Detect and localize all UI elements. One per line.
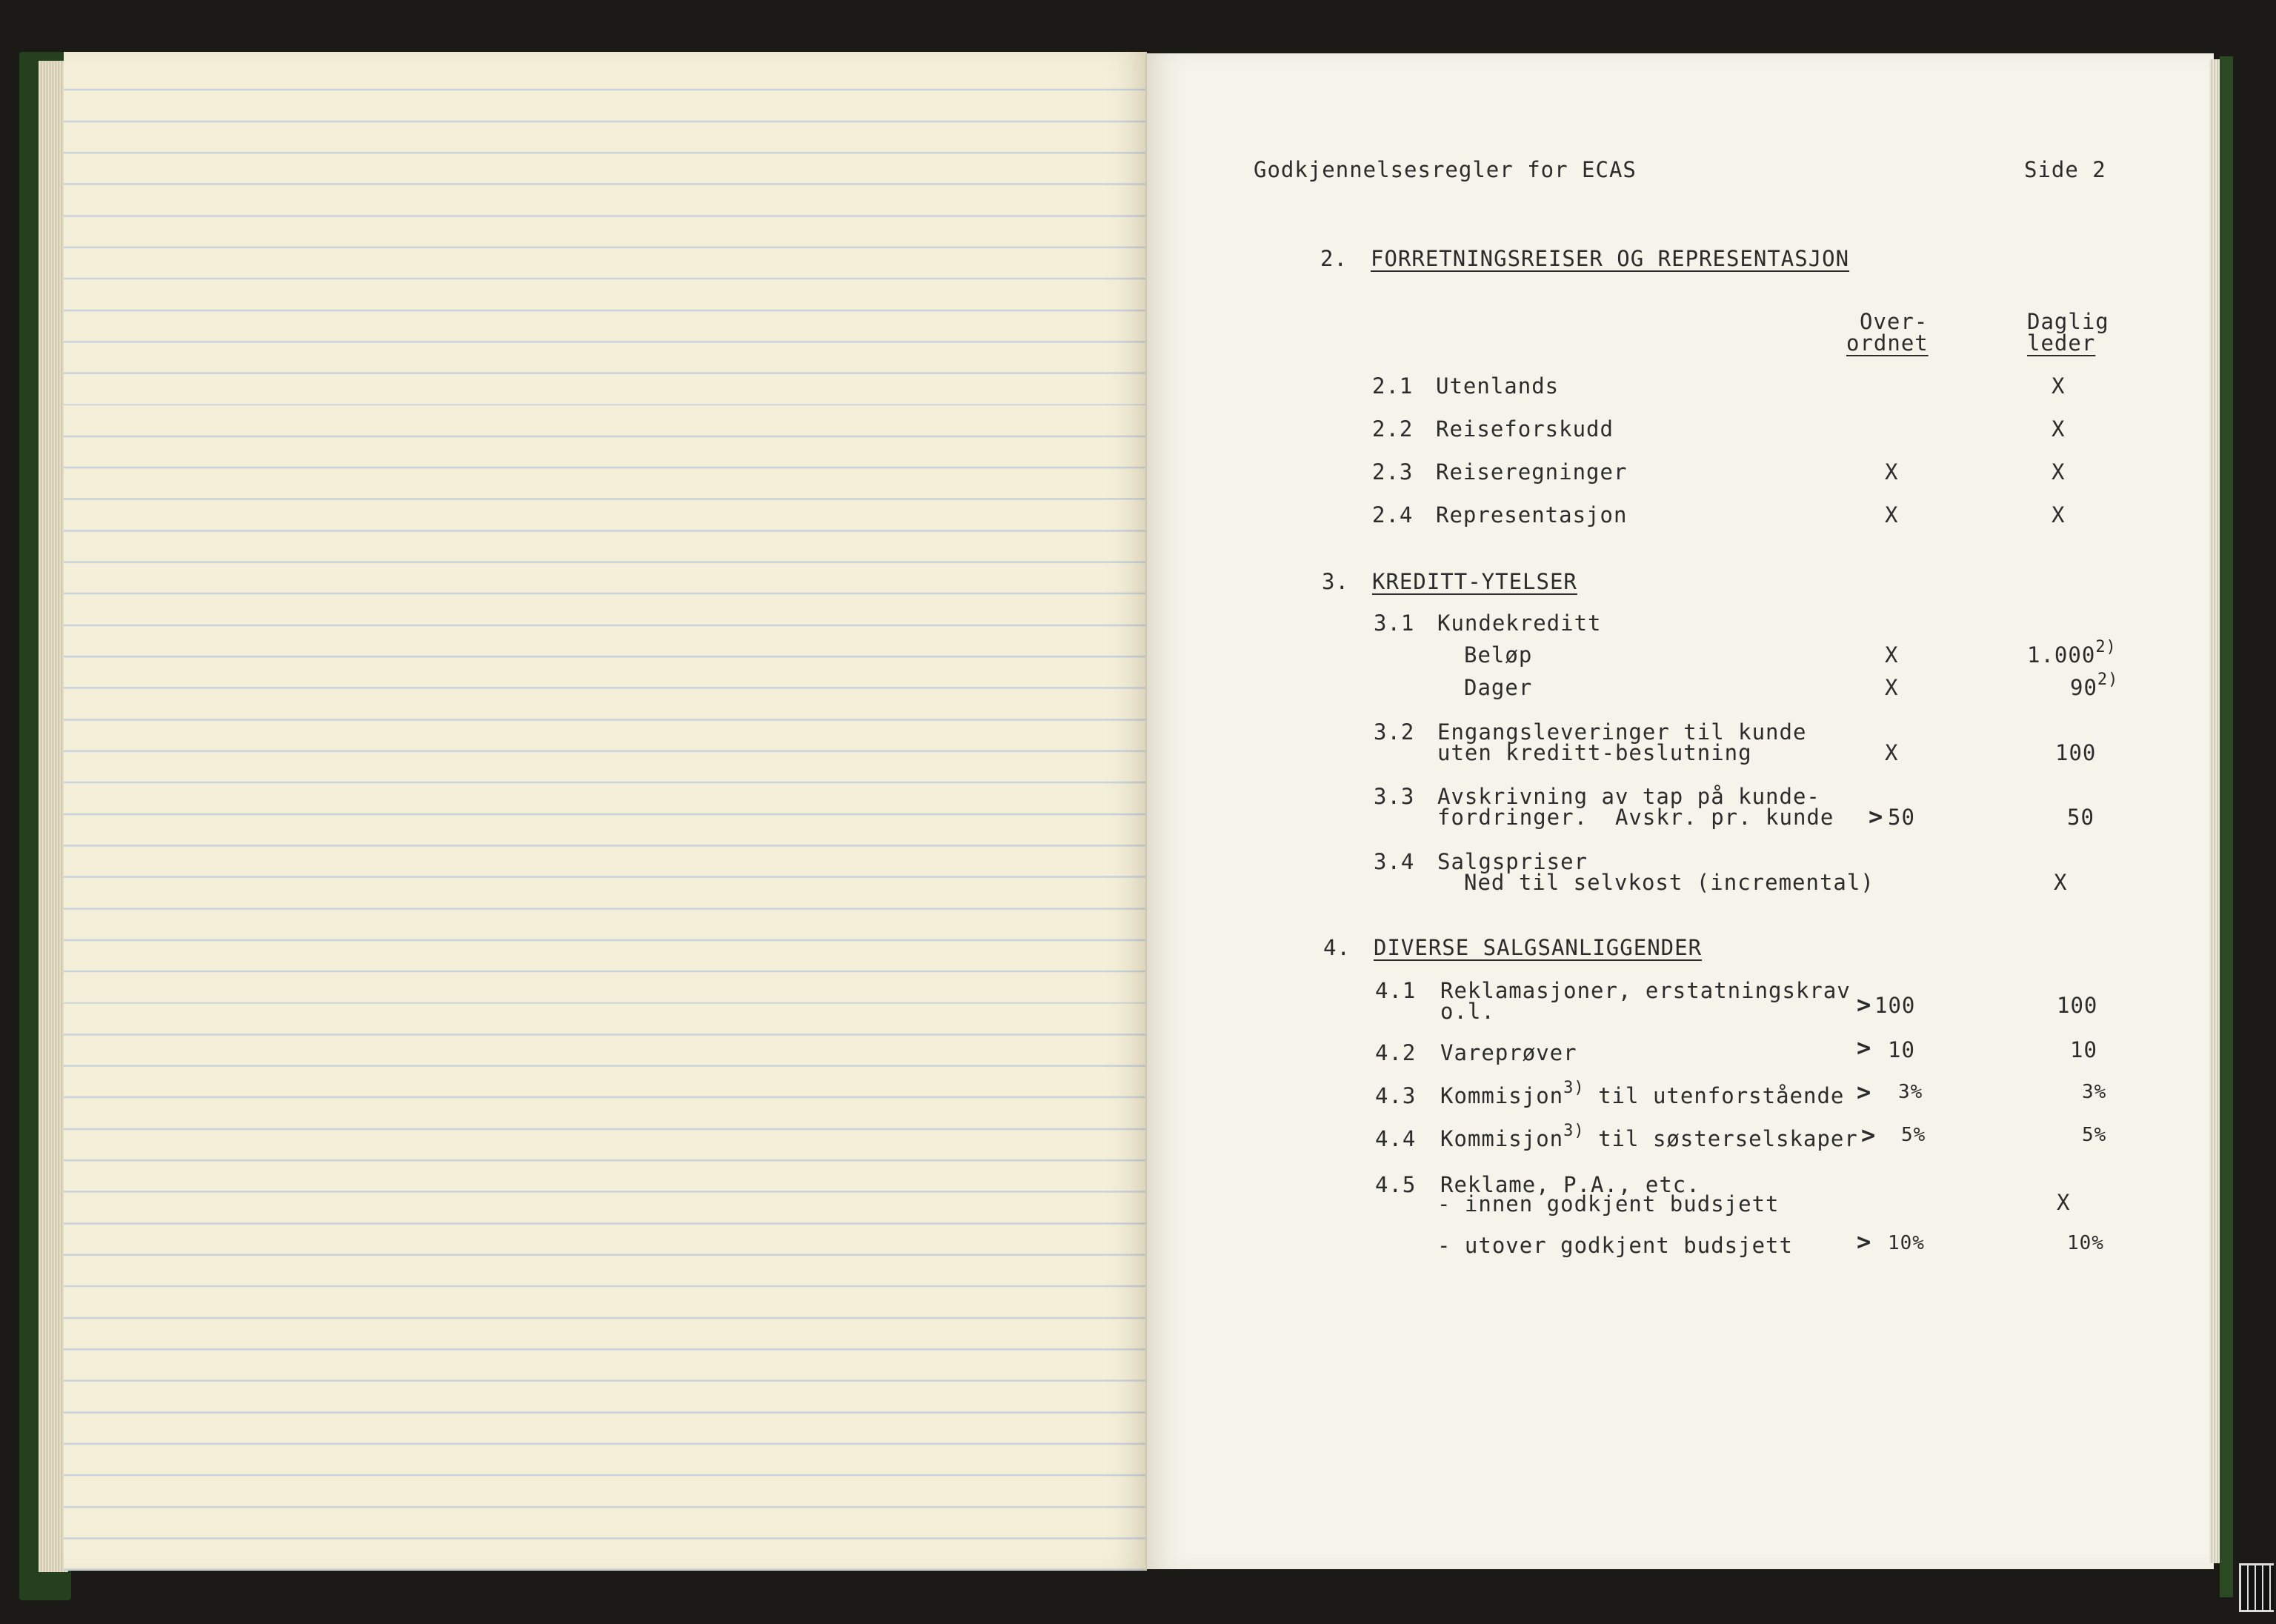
section-number: 2. xyxy=(1320,246,1348,271)
item-label-line1: Salgspriser xyxy=(1437,849,1588,874)
footnote-mark: 2) xyxy=(2095,638,2117,656)
greater-than-mark: > xyxy=(1869,802,1884,831)
footnote-mark: 3) xyxy=(1563,1079,1585,1097)
item-number: 4.2 xyxy=(1375,1040,1417,1065)
greater-than-mark: > xyxy=(1861,1121,1877,1149)
item-value-overordnet: 100 xyxy=(1874,993,1916,1018)
item-value-leder: 10 xyxy=(2070,1037,2097,1062)
item-value-overordnet: X xyxy=(1885,675,1899,700)
item-label-line2: fordringer. Avskr. pr. kunde xyxy=(1437,805,1834,830)
scan-scale-bar xyxy=(2239,1563,2274,1612)
item-label: Reiseregninger xyxy=(1436,459,1628,485)
item-label-line1: Reklamasjoner, erstatningskrav xyxy=(1440,978,1851,1003)
item-value-leder: 5% xyxy=(2082,1124,2107,1146)
item-number: 4.1 xyxy=(1375,978,1417,1003)
item-number: 3.1 xyxy=(1374,610,1415,636)
item-number: 3.4 xyxy=(1374,849,1415,874)
item-value-leder: 100 xyxy=(2055,740,2097,765)
item-value-leder: X xyxy=(2052,416,2066,442)
column-header-overordnet-line2: ordnet xyxy=(1846,330,1929,356)
item-number: 2.2 xyxy=(1372,416,1414,442)
item-label: Kommisjon$^{3)}$ til søsterselskaper xyxy=(1440,1122,1858,1151)
item-value-leder: 3% xyxy=(2082,1081,2107,1103)
item-label: Representasjon xyxy=(1436,502,1628,528)
item-value-overordnet: 10 xyxy=(1888,1037,1915,1062)
item-number: 2.4 xyxy=(1372,502,1414,528)
column-header-overordnet-line1: Over- xyxy=(1860,309,1929,334)
item-label-line2: - innen godkjent budsjett xyxy=(1437,1191,1780,1217)
section-title: FORRETNINGSREISER OG REPRESENTASJON xyxy=(1371,246,1850,271)
section-title: DIVERSE SALGSANLIGGENDER xyxy=(1374,935,1703,960)
item-label-line1: Engangsleveringer til kunde xyxy=(1437,719,1807,745)
greater-than-mark: > xyxy=(1857,991,1872,1019)
item-label-line2: Ned til selvkost (incremental) xyxy=(1464,870,1874,895)
page-number: Side 2 xyxy=(2024,157,2106,182)
item-value-overordnet: 3% xyxy=(1898,1081,1923,1103)
item-number: 2.3 xyxy=(1372,459,1414,485)
item-value-overordnet: 50 xyxy=(1888,805,1915,830)
item-value-leder: 10% xyxy=(2067,1232,2104,1254)
item-label-line2: uten kreditt-beslutning xyxy=(1437,740,1752,765)
footnote-mark: 2) xyxy=(2097,670,2119,689)
item-number: 4.5 xyxy=(1375,1172,1417,1197)
section-number: 3. xyxy=(1322,569,1349,594)
item-value-leder: 100 xyxy=(2057,993,2098,1018)
item-value-leder: X xyxy=(2057,1190,2071,1215)
item-number: 2.1 xyxy=(1372,373,1414,399)
item-label: Vareprøver xyxy=(1440,1040,1577,1065)
item-label-line1: Reklame, P.A., etc. xyxy=(1440,1172,1700,1197)
sub-item-label: Dager xyxy=(1464,675,1533,700)
sub-item-label: Beløp xyxy=(1464,642,1533,668)
item-number: 4.4 xyxy=(1375,1126,1417,1151)
item-label: Reiseforskudd xyxy=(1436,416,1614,442)
item-label: Utenlands xyxy=(1436,373,1560,399)
item-value-overordnet: 10% xyxy=(1888,1232,1925,1254)
column-header-daglig-leder-line2: leder xyxy=(2027,330,2096,356)
item-value-leder: X xyxy=(2054,870,2068,895)
item-label: Kommisjon$^{3)}$ til utenforstående xyxy=(1440,1079,1845,1108)
item-label-line2: o.l. xyxy=(1440,999,1495,1024)
greater-than-mark: > xyxy=(1857,1078,1872,1106)
item-value-leder: 50 xyxy=(2067,805,2094,830)
item-value-overordnet: X xyxy=(1885,642,1899,668)
item-number: 3.3 xyxy=(1374,784,1415,809)
item-value-leder: X xyxy=(2052,502,2066,528)
column-header-daglig-leder-line1: Daglig xyxy=(2027,309,2109,334)
greater-than-mark: > xyxy=(1857,1228,1872,1256)
footnote-mark: 3) xyxy=(1563,1122,1585,1140)
item-value-leder: X xyxy=(2052,373,2066,399)
blank-lined-page xyxy=(64,52,1147,1571)
greater-than-mark: > xyxy=(1857,1034,1872,1062)
item-value-overordnet: 5% xyxy=(1901,1124,1926,1146)
item-number: 3.2 xyxy=(1374,719,1415,745)
item-value-leder: X xyxy=(2052,459,2066,485)
item-label: Kundekreditt xyxy=(1437,610,1602,636)
document-title: Godkjennelsesregler for ECAS xyxy=(1254,157,1637,182)
item-value-overordnet: X xyxy=(1885,459,1899,485)
item-value-leder: 1.000$^{2)}$ xyxy=(2027,638,2117,668)
item-value-leder: 90$^{2)}$ xyxy=(2070,670,2119,700)
item-label-line3: - utover godkjent budsjett xyxy=(1437,1233,1793,1258)
item-value-overordnet: X xyxy=(1885,740,1899,765)
item-label-line1: Avskrivning av tap på kunde- xyxy=(1437,784,1820,809)
item-number: 4.3 xyxy=(1375,1083,1417,1108)
section-number: 4. xyxy=(1323,935,1351,960)
book-cover-right xyxy=(2220,56,2233,1597)
section-title: KREDITT-YTELSER xyxy=(1372,569,1577,594)
item-value-overordnet: X xyxy=(1885,502,1899,528)
